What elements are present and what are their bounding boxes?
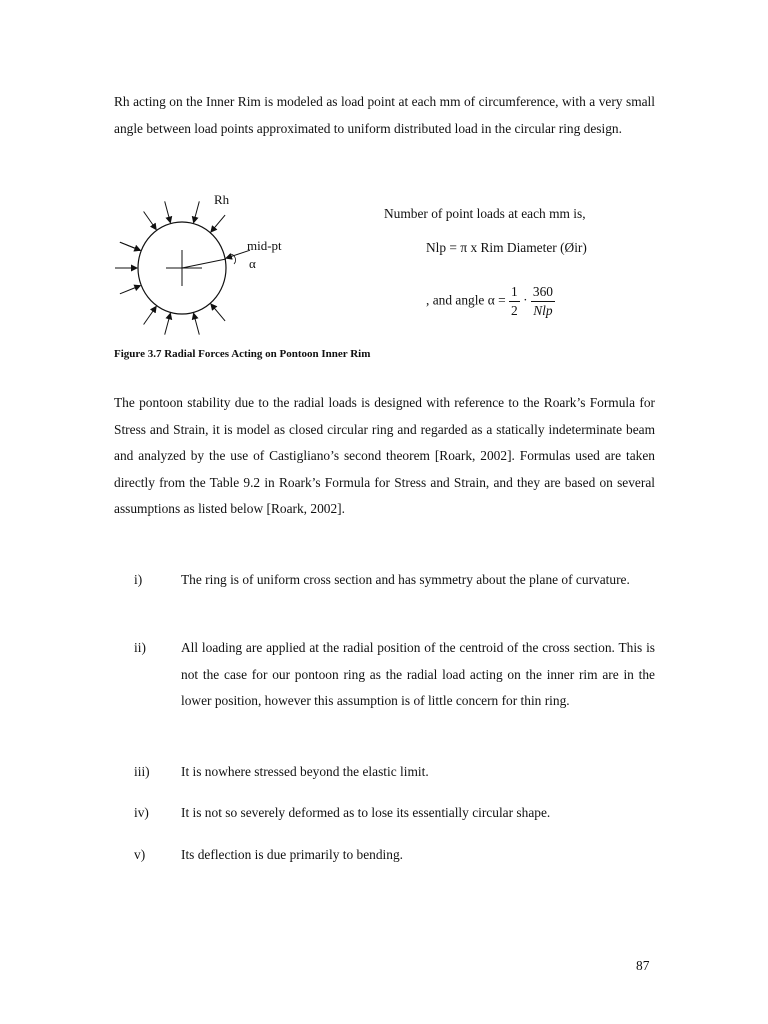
fraction-360-nlp	[531, 283, 555, 320]
force-arrow	[120, 242, 140, 250]
item-marker: ii)	[134, 640, 146, 655]
item-text: It is nowhere stressed beyond the elastic limit.	[181, 764, 429, 779]
force-arrow	[165, 201, 171, 222]
radial-forces-diagram	[108, 188, 308, 338]
formula-nlp: Nlp = π x Rim Diameter (Øir)	[426, 240, 587, 255]
force-arrow	[211, 304, 225, 321]
multiply-dot: ·	[523, 292, 528, 308]
force-arrow	[211, 215, 225, 232]
item-text: Its deflection is due primarily to bending.	[181, 847, 404, 862]
radius-line	[182, 259, 226, 268]
frac2-den: Nlp	[533, 303, 553, 318]
force-arrow	[165, 313, 171, 334]
intro-paragraph: Rh acting on the Inner Rim is modeled as load point at each mm of circumference, with a very small angle between load points approximated to uniform distributed load in the circular ring design.	[114, 94, 655, 136]
item-marker: v)	[134, 847, 146, 862]
force-arrow	[144, 307, 157, 325]
item-text: The ring is of uniform cross section and has symmetry about the plane of curvature.	[181, 572, 630, 587]
force-arrow	[194, 313, 200, 334]
frac1-num: 1	[509, 283, 520, 302]
formula-intro: Number of point loads at each mm is,	[384, 206, 586, 221]
page-number: 87	[636, 958, 650, 973]
item-marker: iii)	[134, 764, 150, 779]
formula-angle	[426, 283, 555, 320]
alpha-label: α	[249, 256, 256, 271]
mid-pt-label: mid-pt	[247, 238, 282, 253]
rh-label: Rh	[214, 192, 230, 207]
force-arrow	[144, 212, 157, 230]
force-arrow	[194, 201, 200, 222]
item-marker: iv)	[134, 805, 149, 820]
main-paragraph: The pontoon stability due to the radial loads is designed with reference to the Roark’s Formula for Stress and Strain, it is model as closed circular ring and regarded as a statically indeterminate beam and analyzed by the use of Castigliano’s second theorem [Roark, 2002]. Formulas used are taken directly from the Table 9.2 in Roark’s Formula for Stress and Strain, and they are based on several assumptions as listed below [Roark, 2002].	[114, 395, 655, 516]
force-arrow	[120, 286, 140, 294]
item-marker: i)	[134, 572, 143, 587]
angle-prefix: , and angle α =	[426, 292, 506, 308]
figure-caption: Figure 3.7 Radial Forces Acting on Pontoon Inner Rim	[114, 348, 371, 360]
item-text: It is not so severely deformed as to lose its essentially circular shape.	[181, 805, 551, 820]
frac2-num: 360	[531, 283, 555, 302]
fraction-half	[509, 283, 520, 320]
frac1-den: 2	[511, 303, 518, 318]
item-text: All loading are applied at the radial position of the centroid of the cross section. This is not the case for our pontoon ring as the radial load acting on the inner rim are in the lower position, however this assumption is of little concern for thin ring.	[181, 640, 655, 708]
